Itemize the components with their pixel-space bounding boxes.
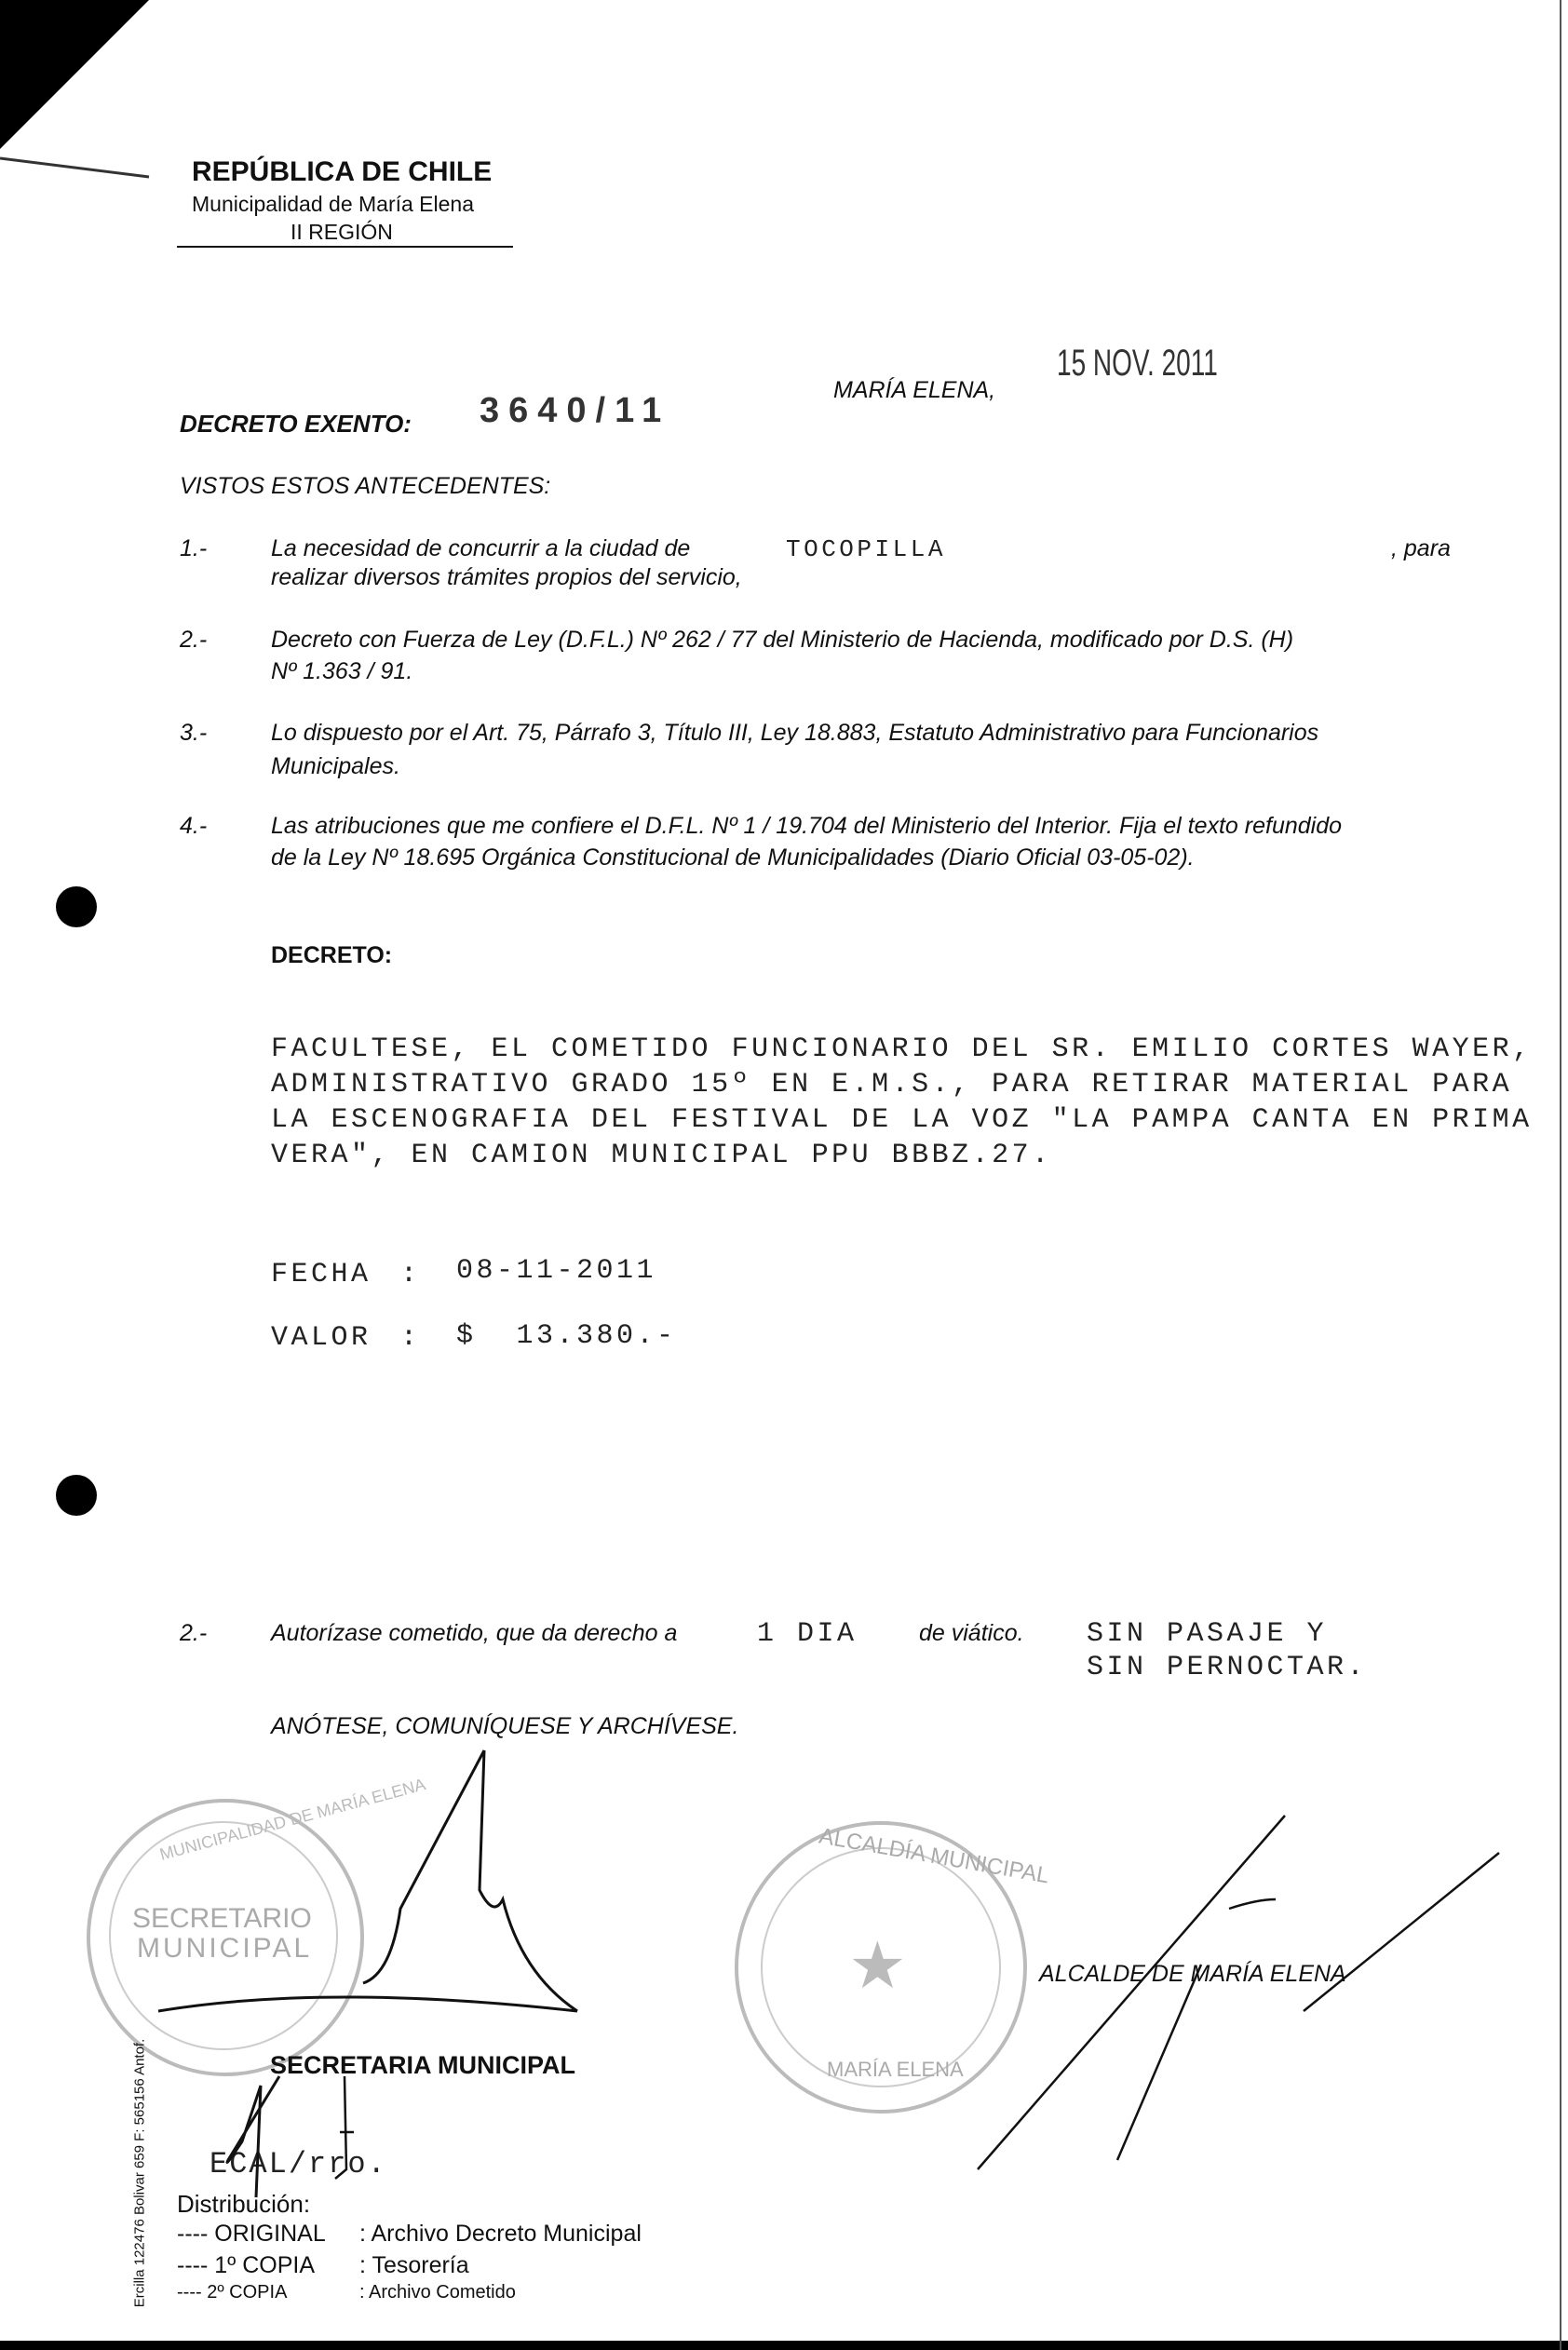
coat-of-arms-icon: ★ bbox=[848, 1929, 907, 2002]
decree-label: DECRETO EXENTO: bbox=[180, 410, 412, 438]
initials: ECAL/rro. bbox=[210, 2147, 387, 2181]
fecha-value: 08-11-2011 bbox=[456, 1255, 657, 1287]
region-name: II REGIÓN bbox=[291, 220, 393, 244]
item-number: 2.- bbox=[180, 1620, 208, 1646]
valor-value: $ 13.380.- bbox=[456, 1320, 677, 1352]
item-text: Municipales. bbox=[271, 753, 400, 779]
distribution-dest: : Archivo Decreto Municipal bbox=[359, 2221, 642, 2247]
item-number: 1.- bbox=[180, 535, 208, 561]
seal-ring-text: ALCALDÍA MUNICIPAL bbox=[817, 1823, 1051, 1889]
decreto-heading: DECRETO: bbox=[271, 942, 393, 968]
distribution-copy: ---- ORIGINAL bbox=[177, 2221, 326, 2247]
item-text: Las atribuciones que me confiere el D.F.L. Nº 1 / 19.704 del Ministerio del Interior. Fija el texto refundido bbox=[271, 813, 1343, 839]
distribution-dest: : Archivo Cometido bbox=[359, 2282, 516, 2303]
note-no-overnight: SIN PERNOCTAR. bbox=[1087, 1652, 1368, 1683]
mayor-title: ALCALDE DE MARÍA ELENA bbox=[1039, 1961, 1346, 1987]
seal-ring-text: MUNICIPALIDAD DE MARÍA ELENA bbox=[157, 1775, 428, 1864]
seal-ring-text: MARÍA ELENA bbox=[827, 2058, 964, 2081]
item-text: de la Ley Nº 18.695 Orgánica Constitucional de Municipalidades (Diario Oficial 03-05-02). bbox=[271, 844, 1195, 871]
printer-imprint: Ercilla 122476 Bolivar 659 F: 565156 Antof. bbox=[131, 2038, 148, 2308]
days-value: 1 DIA bbox=[757, 1618, 858, 1650]
place: MARÍA ELENA, bbox=[833, 377, 996, 403]
fecha-label: FECHA bbox=[271, 1259, 372, 1290]
item-text: Nº 1.363 / 91. bbox=[271, 658, 413, 684]
secretary-title: SECRETARIA MUNICIPAL bbox=[270, 2051, 575, 2079]
item-text: Lo dispuesto por el Art. 75, Párrafo 3, Título III, Ley 18.883, Estatuto Administrativo para Funcionarios bbox=[271, 720, 1319, 746]
item-text: Decreto con Fuerza de Ley (D.F.L.) Nº 262 / 77 del Ministerio de Hacienda, modificado por D.S. (H) bbox=[271, 627, 1294, 653]
decreto-body-line: LA ESCENOGRAFIA DEL FESTIVAL DE LA VOZ "LA PAMPA CANTA EN PRIMA bbox=[271, 1104, 1533, 1136]
distribution-dest: : Tesorería bbox=[359, 2252, 469, 2278]
distribution-heading: Distribución: bbox=[177, 2190, 311, 2218]
item-number: 2.- bbox=[180, 627, 208, 653]
item-number: 3.- bbox=[180, 720, 208, 746]
date-stamp: 15 NOV. 2011 bbox=[1057, 343, 1218, 384]
closing-formula: ANÓTESE, COMUNÍQUESE Y ARCHÍVESE. bbox=[271, 1713, 739, 1739]
seal-text: SECRETARIO bbox=[132, 1903, 312, 1934]
city-name: TOCOPILLA bbox=[786, 535, 946, 563]
item2-text: Autorízase cometido, que da derecho a bbox=[271, 1620, 678, 1646]
item-number: 4.- bbox=[180, 813, 208, 839]
separator: : bbox=[400, 1322, 421, 1354]
note-no-fare: SIN PASAJE Y bbox=[1087, 1618, 1328, 1650]
municipality-name: Municipalidad de María Elena bbox=[192, 192, 475, 216]
item-text: La necesidad de concurrir a la ciudad de bbox=[271, 535, 691, 561]
distribution-copy: ---- 1º COPIA bbox=[177, 2252, 316, 2278]
decree-number: 3640/11 bbox=[480, 391, 671, 430]
country-title: REPÚBLICA DE CHILE bbox=[192, 156, 493, 187]
distribution-copy: ---- 2º COPIA bbox=[177, 2282, 288, 2303]
item2-suffix: de viático. bbox=[919, 1620, 1024, 1646]
decreto-body-line: VERA", EN CAMION MUNICIPAL PPU BBBZ.27. bbox=[271, 1140, 1052, 1171]
item-text: realizar diversos trámites propios del servicio, bbox=[271, 564, 742, 590]
decreto-body-line: FACULTESE, EL COMETIDO FUNCIONARIO DEL SR. EMILIO CORTES WAYER, bbox=[271, 1033, 1533, 1065]
vistos-heading: VISTOS ESTOS ANTECEDENTES: bbox=[180, 473, 551, 499]
seal-text: MUNICIPAL bbox=[137, 1933, 313, 1964]
item-text: , para bbox=[1391, 535, 1451, 561]
separator: : bbox=[400, 1259, 421, 1290]
decreto-body-line: ADMINISTRATIVO GRADO 15º EN E.M.S., PARA RETIRAR MATERIAL PARA bbox=[271, 1069, 1513, 1101]
valor-label: VALOR bbox=[271, 1322, 372, 1354]
